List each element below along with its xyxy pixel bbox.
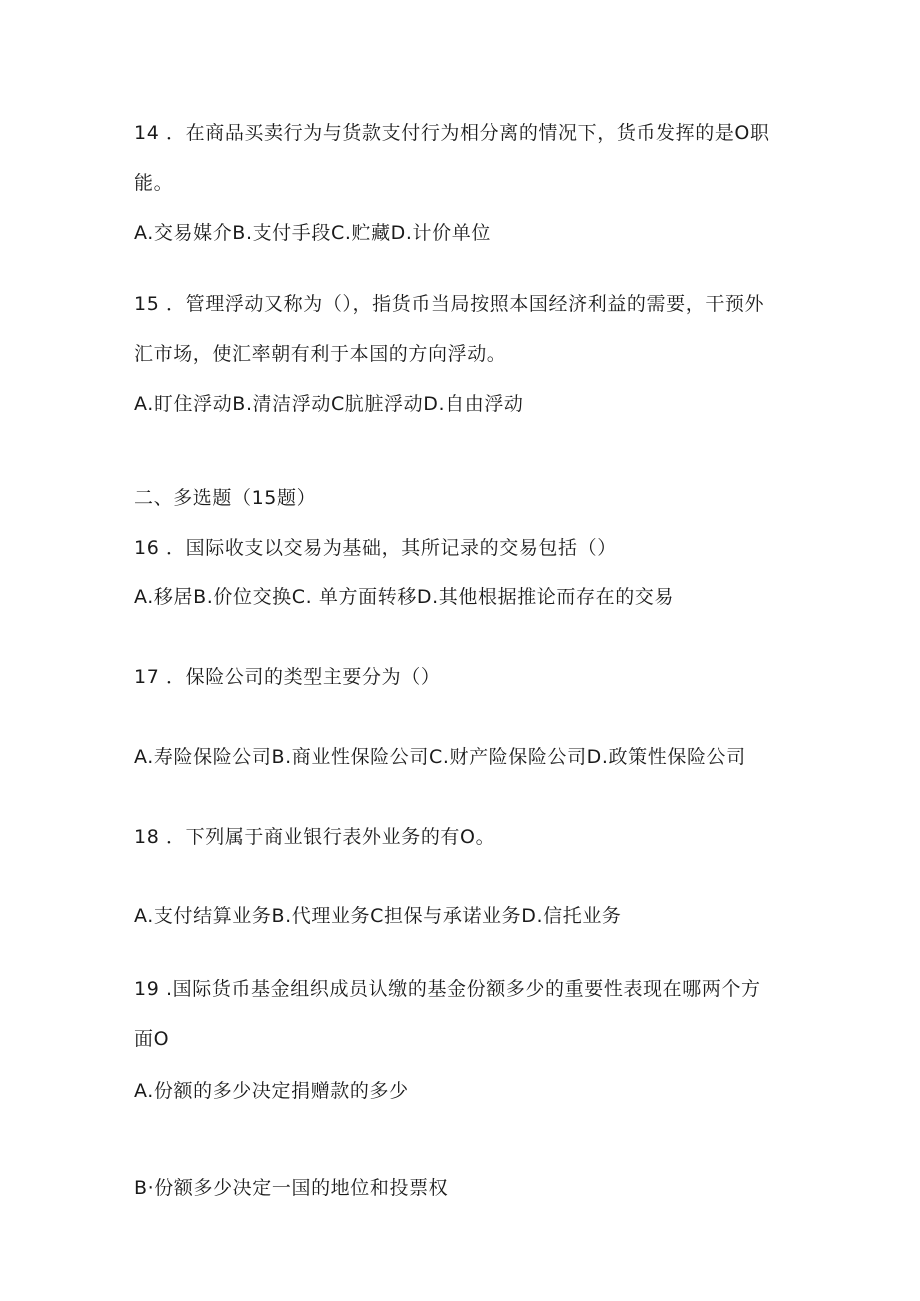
question-18-options: A.支付结算业务B.代理业务C担保与承诺业务D.信托业务: [134, 905, 622, 927]
question-15-stem-line-2: 汇市场，使汇率朝有利于本国的方向浮动。: [134, 343, 507, 365]
question-15-options: A.盯住浮动B.清洁浮动C肮脏浮动D.自由浮动: [134, 393, 524, 415]
question-19-option-b: B·份额多少决定一国的地位和投票权: [134, 1177, 449, 1199]
question-18-stem: 18 ．下列属于商业银行表外业务的有O。: [134, 826, 496, 848]
question-14-options: A.交易媒介B.支付手段C.贮藏D.计价单位: [134, 222, 491, 244]
question-15-stem-line-1: 15 ．管理浮动又称为（），指货币当局按照本国经济利益的需要，干预外: [134, 293, 765, 315]
question-16-options: A.移居B.价位交换C. 单方面转移D.其他根据推论而存在的交易: [134, 586, 674, 608]
question-16-stem: 16 ．国际收支以交易为基础，其所记录的交易包括（）: [134, 537, 617, 559]
question-17-stem: 17 ．保险公司的类型主要分为（）: [134, 666, 441, 688]
question-14-stem-line-1: 14 ．在商品买卖行为与货款支付行为相分离的情况下，货币发挥的是O职: [134, 122, 770, 144]
question-19-option-a: A.份额的多少决定捐赠款的多少: [134, 1080, 409, 1102]
question-19-stem-line-2: 面O: [134, 1028, 170, 1050]
question-17-options: A.寿险保险公司B.商业性保险公司C.财产险保险公司D.政策性保险公司: [134, 746, 746, 768]
section-heading-multiple-choice: 二、多选题（15题）: [134, 487, 317, 509]
question-19-stem-line-1: 19 .国际货币基金组织成员认缴的基金份额多少的重要性表现在哪两个方: [134, 978, 761, 1000]
question-14-stem-line-2: 能。: [134, 172, 174, 194]
